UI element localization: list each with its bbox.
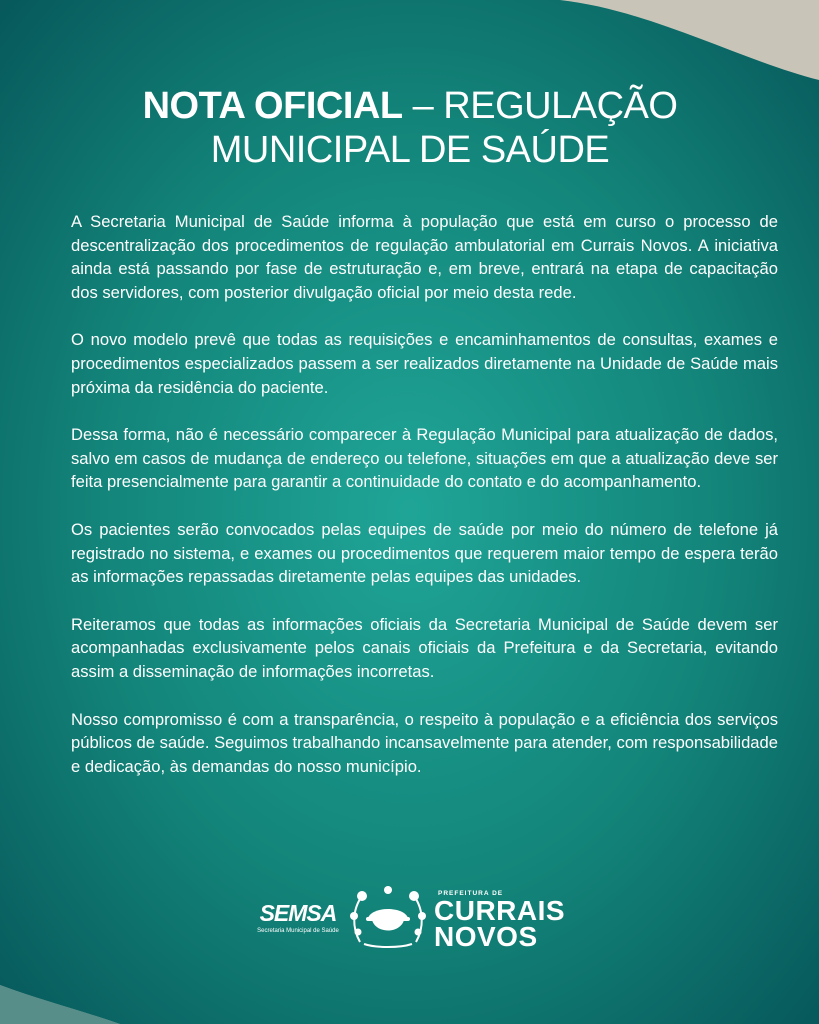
municipal-crest-icon: [346, 884, 430, 950]
title-rest: – REGULAÇÃO: [402, 85, 678, 127]
footer-logos: [0, 884, 819, 954]
paragraph: Dessa forma, não é necessário comparecer à Regulação Municipal para atualização de dados, salvo em casos de mudança de endereço ou telefone, situações em que a atualização deve ser feita presencialmente para garantir a continuidade do contato e do acompanhamento.: [71, 425, 778, 492]
paragraph: Nosso compromisso é com a transparência, o respeito à população e a eficiência dos serviços públicos de saúde. Seguimos trabalhando incansavelmente para atender, com responsabilidade e dedicação, às demandas do nosso município.: [71, 709, 778, 776]
paragraph: O novo modelo prevê que todas as requisições e encaminhamentos de consultas, exames e procedimentos especializados passem a ser realizados diretamente na Unidade de Saúde mais próxima da residência do paciente.: [71, 330, 778, 397]
currais-novos-logo: [434, 890, 574, 950]
note-body: [71, 210, 778, 802]
city-line1: CURRAIS: [434, 895, 566, 926]
paragraph: A Secretaria Municipal de Saúde informa à população que está em curso o processo de descentralização dos procedimentos de regulação ambulatorial em Currais Novos. A iniciativa ainda está passando por fase de estruturação e, em breve, entrará na etapa de capacitação dos servidores, com posterior divulgação oficial por meio desta rede.: [71, 212, 778, 302]
semsa-logo: [256, 900, 340, 935]
city-line2: NOVOS: [434, 921, 538, 952]
page-title: [60, 84, 760, 172]
paragraph: Reiteramos que todas as informações oficiais da Secretaria Municipal de Saúde devem ser acompanhadas exclusivamente pelos canais oficiais da Prefeitura e da Secretaria, evitando assim a disseminação de informações incorretas.: [71, 614, 778, 681]
prefeitura-label: PREFEITURA DE: [438, 890, 504, 897]
title-bold: NOTA OFICIAL: [142, 85, 403, 127]
paragraph: Os pacientes serão convocados pelas equipes de saúde por meio do número de telefone já registrado no sistema, e exames ou procedimentos que requerem maior tempo de espera terão as informações repassadas diretamente pelas equipes das unidades.: [71, 519, 778, 587]
semsa-logo-text: SEMSA: [259, 900, 337, 926]
semsa-subtitle: Secretaria Municipal de Saúde: [257, 928, 339, 934]
title-line2: MUNICIPAL DE SAÚDE: [210, 129, 610, 171]
